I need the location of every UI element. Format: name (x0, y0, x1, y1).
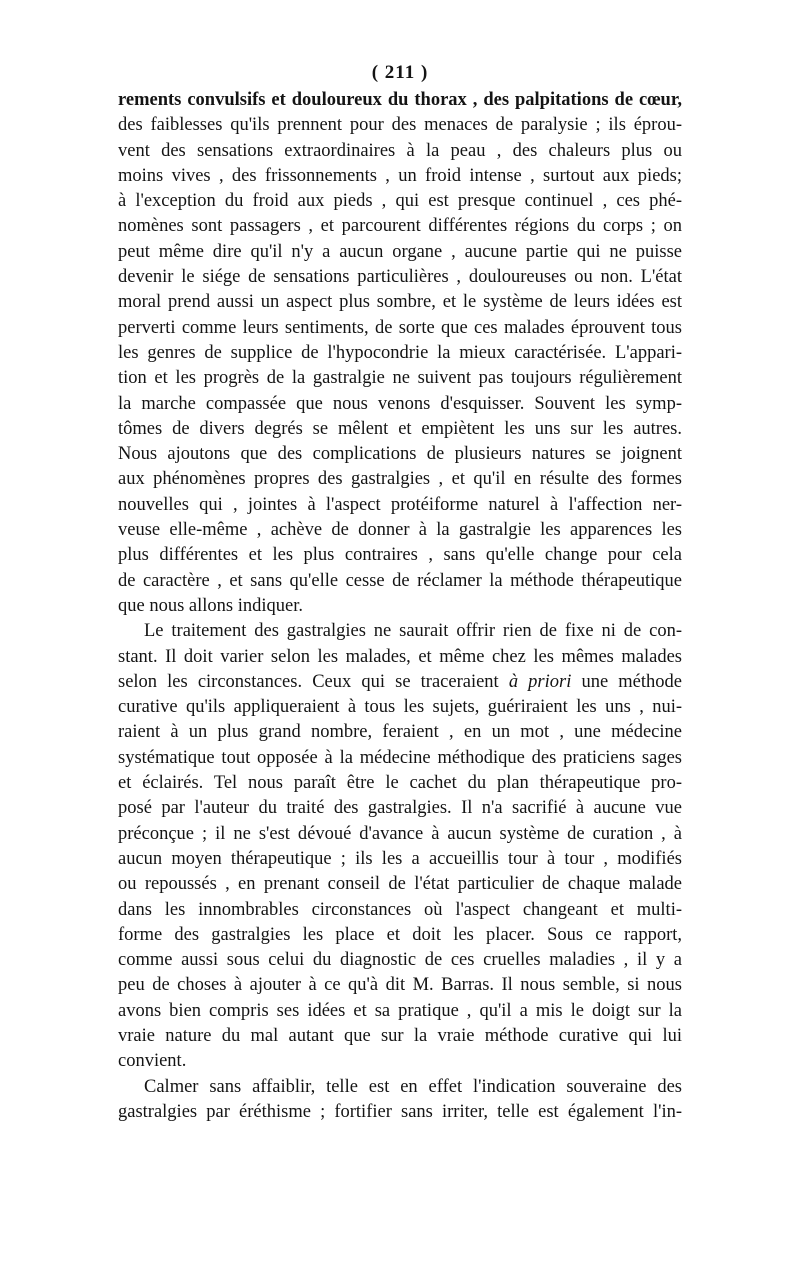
text-line: perverti comme leurs sentiments, de sorte que ces malades éprouvent tous (118, 317, 682, 338)
body-text (118, 88, 682, 1125)
paragraph-start-line: Le traitement des gastralgies ne saurait offrir rien de fixe ni de con- (144, 621, 682, 642)
italic-phrase: à priori (508, 671, 572, 692)
text-line: la marche compassée que nous venons d'esquisser. Souvent les symp- (118, 393, 682, 414)
text-line: aucun moyen thérapeutique ; ils les a accueillis tour à tour , modifiés (118, 848, 682, 869)
text-line: dans les innombrables circonstances où l'aspect changeant et multi- (118, 899, 682, 920)
text-segment: une méthode (571, 671, 682, 692)
text-line: stant. Il doit varier selon les malades, et même chez les mêmes malades (118, 646, 682, 667)
text-line: et éclairés. Tel nous paraît être le cachet du plan thérapeutique pro- (118, 773, 682, 794)
text-line: moins vives , des frissonnements , un froid intense , surtout aux pieds; (118, 165, 682, 186)
text-line: aux phénomènes propres des gastralgies , et qu'il en résulte des formes (118, 469, 682, 490)
text-line: plus différentes et les plus contraires , sans qu'elle change pour cela (118, 545, 682, 566)
text-line: Nous ajoutons que des complications de plusieurs natures se joignent (118, 444, 682, 465)
text-line: nouvelles qui , jointes à l'aspect protéiforme naturel à l'affection ner- (118, 494, 682, 515)
text-line: posé par l'auteur du traité des gastralgies. Il n'a sacrifié à aucune vue (118, 798, 682, 819)
text-line: tion et les progrès de la gastralgie ne suivent pas toujours régulièrement (118, 368, 682, 389)
text-line: raient à un plus grand nombre, feraient , en un mot , une médecine (118, 722, 682, 743)
paragraph-end-line: que nous allons indiquer. (118, 595, 303, 616)
text-line: de caractère , et sans qu'elle cesse de réclamer la méthode thérapeutique (118, 570, 682, 591)
text-line: veuse elle-même , achève de donner à la gastralgie les apparences les (118, 520, 682, 541)
text-line: avons bien compris ses idées et sa pratique , qu'il a mis le doigt sur la (118, 1000, 682, 1021)
text-line: forme des gastralgies les place et doit les placer. Sous ce rapport, (118, 924, 682, 945)
paragraph-end-line: convient. (118, 1051, 187, 1072)
text-line: comme aussi sous celui du diagnostic de ces cruelles maladies , il y a (118, 950, 682, 971)
text-line: moral prend aussi un aspect plus sombre, et le système de leurs idées est (118, 292, 682, 313)
text-line: rements convulsifs et douloureux du thorax , des palpitations de cœur, (118, 90, 682, 110)
text-line: à l'exception du froid aux pieds , qui est presque continuel , ces phé- (118, 191, 682, 212)
text-line: peu de choses à ajouter à ce qu'à dit M. Barras. Il nous semble, si nous (118, 975, 682, 996)
text-line-with-italic (118, 670, 682, 695)
text-line: systématique tout opposée à la médecine méthodique des praticiens sages (118, 747, 682, 768)
text-line: préconçue ; il ne s'est dévoué d'avance à aucun système de curation , à (118, 823, 682, 844)
text-line: vent des sensations extraordinaires à la peau , des chaleurs plus ou (118, 140, 682, 161)
text-line: peut même dire qu'il n'y a aucun organe , aucune partie qui ne puisse (118, 241, 682, 262)
text-line: nomènes sont passagers , et parcourent différentes régions du corps ; on (118, 216, 682, 237)
page-number: ( 211 ) (371, 62, 429, 83)
text-line: des faiblesses qu'ils prennent pour des menaces de paralysie ; ils éprou- (118, 115, 682, 136)
text-line: curative qu'ils appliqueraient à tous les sujets, guériraient les uns , nui- (118, 697, 682, 718)
text-segment: selon les circonstances. Ceux qui se traceraient (118, 671, 499, 692)
text-line: tômes de divers degrés se mêlent et empiètent les uns sur les autres. (118, 418, 682, 439)
text-line: gastralgies par éréthisme ; fortifier sans irriter, telle est également l'in- (118, 1101, 682, 1122)
text-line: ou repoussés , en prenant conseil de l'état particulier de chaque malade (118, 874, 682, 895)
text-line: devenir le siége de sensations particulières , douloureuses ou non. L'état (118, 267, 682, 288)
text-line: vraie nature du mal autant que sur la vraie méthode curative qui lui (118, 1025, 682, 1046)
paragraph-start-line: Calmer sans affaiblir, telle est en effet l'indication souveraine des (144, 1076, 682, 1097)
text-line: les genres de supplice de l'hypocondrie la mieux caractérisée. L'appari- (118, 342, 682, 363)
